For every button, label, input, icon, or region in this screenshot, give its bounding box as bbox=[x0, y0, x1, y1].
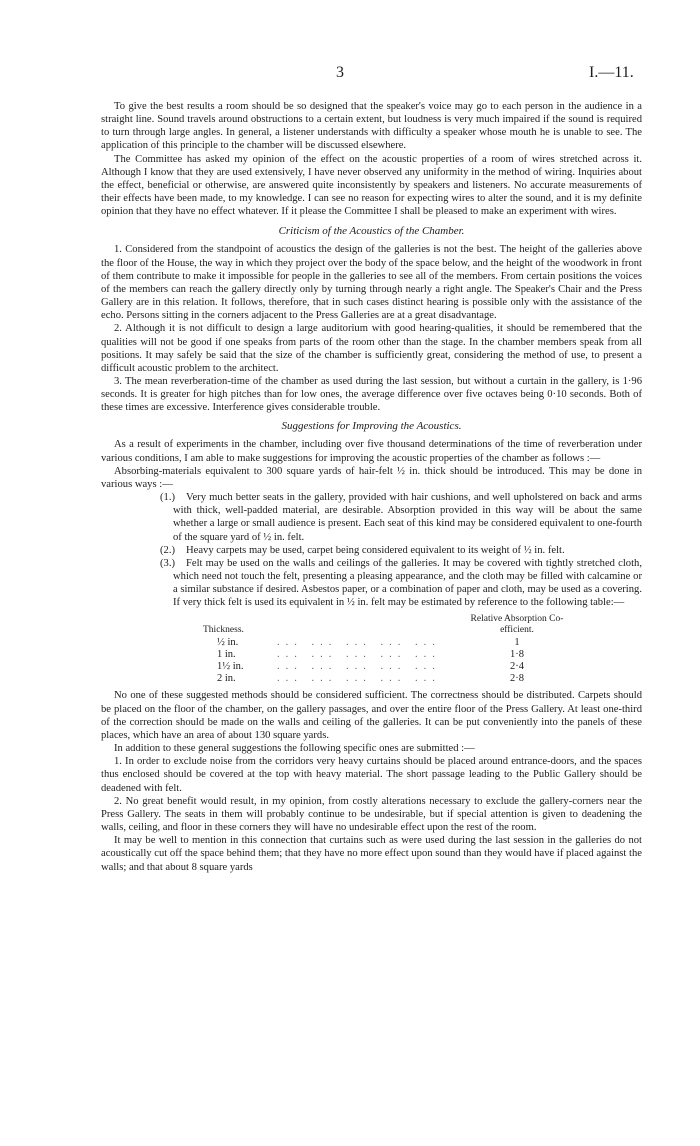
absorption-table bbox=[173, 613, 573, 685]
criticism-paragraph-3: 3. The mean reverberation-time of the chamber as used during the last session, but without a curtain in the gallery, is 1·96 seconds. It is greater for high pitches than for low ones, the average difference over five octaves being 0·10 seconds. Both of these times are excessive. Interference gives considerable trouble. bbox=[101, 375, 642, 414]
list-item bbox=[101, 544, 642, 557]
suggestion-list bbox=[101, 491, 642, 609]
list-item-text: Very much better seats in the gallery, provided with hair cushions, and well upholstered on back and arms with thick, well-padded material, are desirable. Absorption provided in this way will be about the same whether a large or small audience is present. Each seat of this kind may be considered equivalent to one-fourth of the square yard of ½ in. felt. bbox=[173, 492, 643, 543]
page-reference: I.—11. bbox=[589, 64, 634, 81]
criticism-heading: Criticism of the Acoustics of the Chamber. bbox=[278, 225, 465, 238]
table-header-coefficient: Relative Absorption Co-efficient. bbox=[470, 614, 564, 636]
leader-dots: ... ... ... ... ... bbox=[277, 649, 441, 661]
leader-dots: ... ... ... ... ... bbox=[277, 673, 441, 685]
list-item-number: (1.) bbox=[160, 492, 176, 504]
leader-dots: ... ... ... ... ... bbox=[277, 637, 441, 649]
suggestions-paragraph-4: In addition to these general suggestions the following specific ones are submitted :— bbox=[114, 743, 475, 755]
coefficient-cell: 1·8 bbox=[510, 649, 524, 661]
criticism-paragraph-1: 1. Considered from the standpoint of acoustics the design of the galleries is not the best. The height of the galleries above the floor of the House, the way in which they project over the body of the space below, and the height of the woodwork in front of them contribute to make it impossible for people in the galleries to see all of the members. From certain positions the voices of the members can reach the gallery directly only by turning through nearly a right angle. The Speaker's Chair and the Press Gallery are in this relation. It follows, therefore, that in such cases distinct hearing is possible only with the assistance of the echo. Persons sitting in the corners adjacent to the Press Galleries are at a great disadvantage. bbox=[101, 244, 642, 322]
suggestions-heading: Suggestions for Improving the Acoustics. bbox=[281, 420, 462, 433]
thickness-cell: 2 in. bbox=[217, 673, 236, 685]
table-row bbox=[173, 649, 573, 661]
table-row bbox=[173, 673, 573, 685]
suggestions-paragraph-1: As a result of experiments in the chamber, including over five thousand determinations of the time of reverberation under various conditions, I am able to make suggestions for improving the acoustic properties of the chamber as follows :— bbox=[101, 439, 642, 464]
suggestions-paragraph-3: No one of these suggested methods should be considered sufficient. The correctness should be distributed. Carpets should be placed on the floor of the chamber, on the gallery passages, and over the entire floor of the Press Gallery. At least one-third of the correction should be made on the walls and ceiling of the galleries. It can be put conveniently into the panels of these places, which have an area of about 130 square yards. bbox=[101, 690, 642, 741]
list-item-text: Felt may be used on the walls and ceilings of the galleries. It may be covered with tightly stretched cloth, which need not touch the felt, presenting a pleasing appearance, and the cloth may be filled with calcamine or a similar substance if desired. Asbestos paper, or a combination of paper and cloth, may be used as a covering. If very thick felt is used its equivalent in ½ in. felt may be estimated by reference to the following table:— bbox=[173, 557, 642, 609]
list-item-text: Heavy carpets may be used, carpet being considered equivalent to its weight of ½ in. felt. bbox=[186, 544, 565, 556]
suggestions-paragraph-7: It may be well to mention in this connection that curtains such as were used during the last session in the galleries do not acoustically cut off the space behind them; that they have no more effect upon sound than they would have if placed against the walls; and that about 8 square yards bbox=[101, 835, 642, 873]
suggestions-paragraph-2: Absorbing-materials equivalent to 300 square yards of hair-felt ½ in. thick should be introduced. This may be done in various ways :— bbox=[101, 465, 642, 490]
table-row bbox=[173, 637, 573, 649]
coefficient-cell: 1 bbox=[514, 637, 520, 649]
list-item-number: (3.) bbox=[160, 557, 176, 569]
intro-paragraph-2: The Committee has asked my opinion of the effect on the acoustic properties of a room of wires stretched across it. Although I know that they are used extensively, I have never observed any uniformity in the method of wiring. Inquiries about the effect, beneficial or otherwise, are answered quite inconsistently by speakers and listeners. No accurate measurements of their effects have been made, to my knowledge. I can see no reason for expecting wires to alter the sound, and it is my definite opinion that they have no effect whatever. If it please the Committee I shall be pleased to make an experiment with wires. bbox=[101, 153, 642, 218]
list-item bbox=[101, 491, 642, 544]
thickness-cell: ½ in. bbox=[217, 637, 239, 649]
criticism-paragraph-2: 2. Although it is not difficult to design a large auditorium with good hearing-qualities, it should be remembered that the qualities will not be good if one speaks from parts of the room other than the stage. In the chamber members speak from all positions. It may safely be said that the size of the chamber is sufficiently great, considering the method of use, to present a difficult acoustic problem to the architect. bbox=[101, 323, 642, 374]
body-text bbox=[101, 100, 642, 874]
intro-paragraph-1: To give the best results a room should be so designed that the speaker's voice may go to each person in the audience in a straight line. Sound travels around obstructions to a certain extent, but loudness is very much impaired if the sound is required to turn through large angles. In general, a listener understands with difficulty a speaker whose mouth he is unable to see. The application of this principle to the chamber will be discussed elsewhere. bbox=[101, 101, 642, 152]
page-number: 3 bbox=[336, 64, 344, 81]
thickness-cell: 1 in. bbox=[217, 649, 236, 661]
suggestions-paragraph-6: 2. No great benefit would result, in my opinion, from costly alterations necessary to exclude the gallery-corners near the Press Gallery. The seats in them will probably continue to be undesirable, but if special attention is given to deadening the walls, ceiling, and floor in these corners they will have no undesirable effect upon the rest of the room. bbox=[101, 795, 642, 834]
table-row bbox=[173, 661, 573, 673]
thickness-cell: 1½ in. bbox=[217, 661, 244, 673]
list-item-number: (2.) bbox=[160, 544, 176, 556]
suggestions-paragraph-5: 1. In order to exclude noise from the corridors very heavy curtains should be placed around entrance-doors, and the spaces thus enclosed should be covered at the top with heavy material. The short passage leading to the Public Gallery should be deadened with felt. bbox=[101, 756, 642, 794]
table-header-thickness: Thickness. bbox=[203, 625, 244, 636]
coefficient-cell: 2·4 bbox=[510, 661, 524, 673]
list-item bbox=[101, 557, 642, 610]
leader-dots: ... ... ... ... ... bbox=[277, 661, 441, 673]
coefficient-cell: 2·8 bbox=[510, 673, 524, 685]
